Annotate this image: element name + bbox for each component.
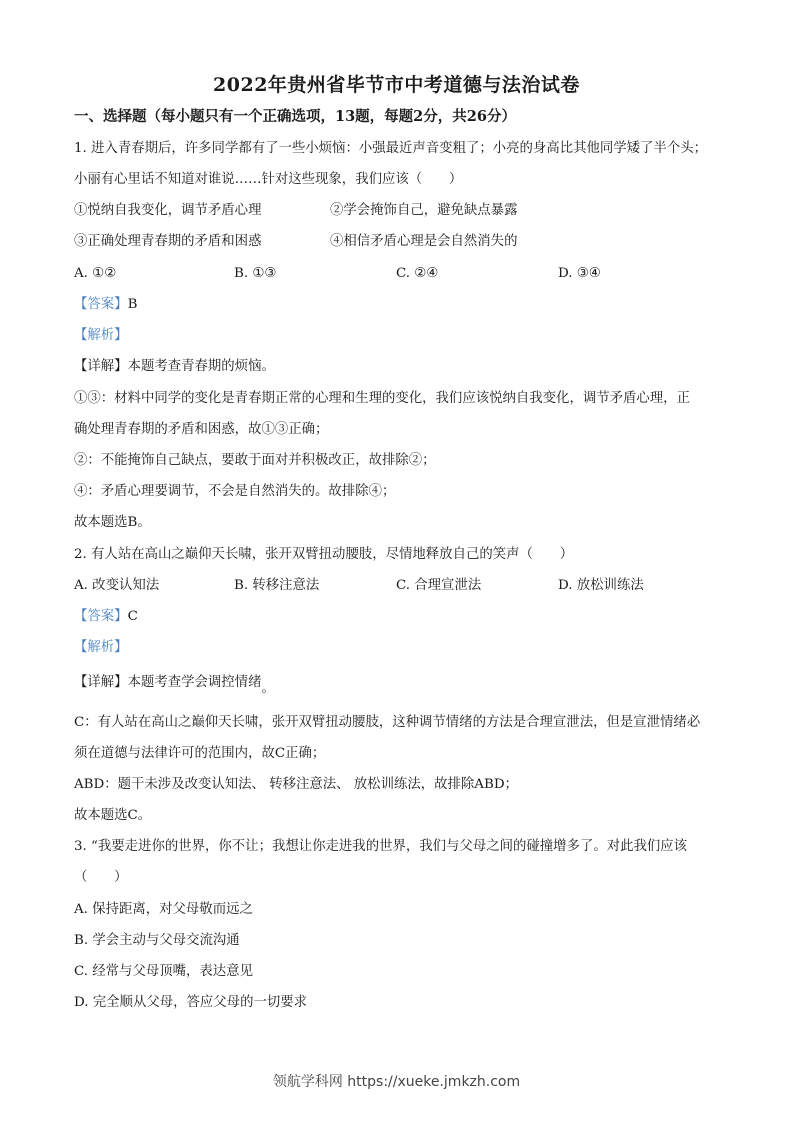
q1-analysis-tag: 【解析】 xyxy=(74,328,128,343)
q1-detail xyxy=(74,358,275,376)
q2-option-d: D. 放松训练法 xyxy=(558,578,644,593)
q1-stem-line1: 1. 进入青春期后，许多同学都有了一些小烦恼：小强最近声音变粗了；小亮的身高比其他同学矮了半个头； xyxy=(74,141,707,156)
q2-analysis-tag: 【解析】 xyxy=(74,640,128,655)
answer-value: C xyxy=(127,609,138,624)
q1-answer xyxy=(74,296,137,314)
q2-explanation-line2: 须在道德与法律许可的范围内，故C正确； xyxy=(74,746,326,761)
q2-option-b: B. 转移注意法 xyxy=(234,578,320,593)
detail-text: 本题考查学会调控情绪 xyxy=(127,675,262,690)
q2-stem: 2. 有人站在高山之巅仰天长啸，张开双臂扭动腰肢，尽情地释放自己的笑声（ ） xyxy=(74,547,574,562)
page-title: 2022年贵州省毕节市中考道德与法治试卷 xyxy=(213,74,580,96)
detail-tag: 【详解】 xyxy=(74,359,128,374)
q1-item-2: ②学会掩饰自己，避免缺点暴露 xyxy=(330,203,518,218)
q1-option-d: D. ③④ xyxy=(558,266,601,281)
answer-tag: 【答案】 xyxy=(74,609,128,624)
footer-watermark: 领航学科网 https://xueke.jmkzh.com xyxy=(272,1074,521,1090)
q1-option-b: B. ①③ xyxy=(234,266,277,281)
detail-text: 本题考查青春期的烦恼。 xyxy=(127,359,275,374)
detail-tag: 【详解】 xyxy=(74,675,128,690)
q2-option-a: A. 改变认知法 xyxy=(74,578,160,593)
q1-item-3: ③正确处理青春期的矛盾和困惑 xyxy=(74,234,262,249)
q3-stem-line2: （ ） xyxy=(74,870,128,885)
q1-explanation-line1: ①③：材料中同学的变化是青春期正常的心理和生理的变化，我们应该悦纳自我变化，调节矛盾心理，正 xyxy=(74,391,690,406)
q2-explanation-line1: C：有人站在高山之巅仰天长啸，张开双臂扭动腰肢，这种调节情绪的方法是合理宣泄法，但是宣泄情绪必 xyxy=(74,715,701,730)
answer-value: B xyxy=(127,297,138,312)
q3-option-b: B. 学会主动与父母交流沟通 xyxy=(74,933,240,948)
q1-explanation-3: ④：矛盾心理要调节，不会是自然消失的。故排除④； xyxy=(74,484,396,499)
q3-option-c: C. 经常与父母顶嘴，表达意见 xyxy=(74,964,253,979)
q2-conclusion: 故本题选C。 xyxy=(74,808,152,823)
q2-explanation-2: ABD：题干未涉及改变认知法、 转移注意法、 放松训练法，故排除ABD； xyxy=(74,777,518,792)
q1-option-c: C. ②④ xyxy=(396,266,439,281)
q3-option-a: A. 保持距离，对父母敬而远之 xyxy=(74,902,253,917)
q1-explanation-line2: 确处理青春期的矛盾和困惑，故①③正确； xyxy=(74,422,329,437)
q1-stem-line2: 小丽有心里话不知道对谁说……针对这些现象，我们应该（ ） xyxy=(74,172,463,187)
answer-tag: 【答案】 xyxy=(74,297,128,312)
q1-explanation-2: ②：不能掩饰自己缺点，要敢于面对并积极改正，故排除②； xyxy=(74,453,436,468)
q1-option-a: A. ①② xyxy=(74,266,117,281)
q3-stem-line1: 3. “我要走进你的世界，你不让；我想让你走进我的世界，我们与父母之间的碰撞增多了。对此我们应该 xyxy=(74,839,688,854)
q2-option-c: C. 合理宣泄法 xyxy=(396,578,482,593)
q1-item-4: ④相信矛盾心理是会自然消失的 xyxy=(330,234,518,249)
section-heading: 一、选择题（每小题只有一个正确选项，13题，每题2分，共26分） xyxy=(74,108,516,125)
q2-detail xyxy=(74,674,275,696)
q1-conclusion: 故本题选B。 xyxy=(74,515,151,530)
q1-item-1: ①悦纳自我变化，调节矛盾心理 xyxy=(74,203,262,218)
detail-mark: 。 xyxy=(261,681,275,696)
q3-option-d: D. 完全顺从父母，答应父母的一切要求 xyxy=(74,995,308,1010)
q2-answer xyxy=(74,608,138,626)
